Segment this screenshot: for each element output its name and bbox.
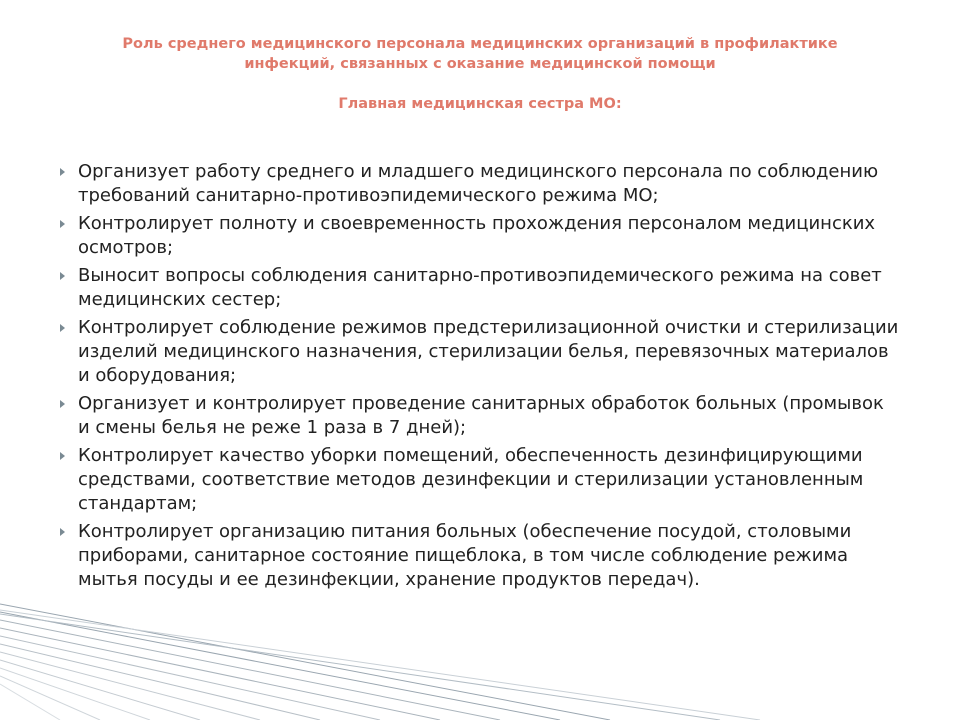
bullet-text: Организует работу среднего и младшего медицинского персонала по соблюдению требований санитарно-противоэпидемического режима МО; xyxy=(78,161,879,206)
bullet-text: Контролирует организацию питания больных (обеспечение посудой, столовыми приборами, санитарное состояние пищеблока, в том числе соблюдение режима мытья посуды и ее дезинфекции, хранение продуктов передач). xyxy=(78,521,852,590)
bullet-item xyxy=(60,316,900,388)
triangle-bullet-icon xyxy=(60,272,65,280)
triangle-bullet-icon xyxy=(60,168,65,176)
bullet-item xyxy=(60,392,900,440)
slide-title-line-1: Роль среднего медицинского персонала медицинских организаций в профилактике xyxy=(122,36,838,52)
triangle-bullet-icon xyxy=(60,528,65,536)
slide-title-block xyxy=(60,34,900,114)
bullet-text: Выносит вопросы соблюдения санитарно-противоэпидемического режима на совет медицинских сестер; xyxy=(78,265,882,310)
bullet-text: Организует и контролирует проведение санитарных обработок больных (промывок и смены белья не реже 1 раза в 7 дней); xyxy=(78,393,884,438)
slide-title-line-2: инфекций, связанных с оказание медицинской помощи xyxy=(244,56,716,72)
bullet-text: Контролирует соблюдение режимов предстерилизационной очистки и стерилизации изделий медицинского назначения, стерилизации белья, перевязочных материалов и оборудования; xyxy=(78,317,899,386)
bullet-item xyxy=(60,444,900,516)
bullet-item xyxy=(60,264,900,312)
bullet-item xyxy=(60,160,900,208)
bullet-item xyxy=(60,520,900,592)
triangle-bullet-icon xyxy=(60,400,65,408)
triangle-bullet-icon xyxy=(60,324,65,332)
bullet-text: Контролирует качество уборки помещений, обеспеченность дезинфицирующими средствами, соответствие методов дезинфекции и стерилизации установленным стандартам; xyxy=(78,445,864,514)
triangle-bullet-icon xyxy=(60,452,65,460)
bullet-item xyxy=(60,212,900,260)
triangle-bullet-icon xyxy=(60,220,65,228)
bullet-list xyxy=(60,160,900,596)
slide-subtitle: Главная медицинская сестра МО: xyxy=(338,96,622,112)
bullet-text: Контролирует полноту и своевременность прохождения персоналом медицинских осмотров; xyxy=(78,213,876,258)
